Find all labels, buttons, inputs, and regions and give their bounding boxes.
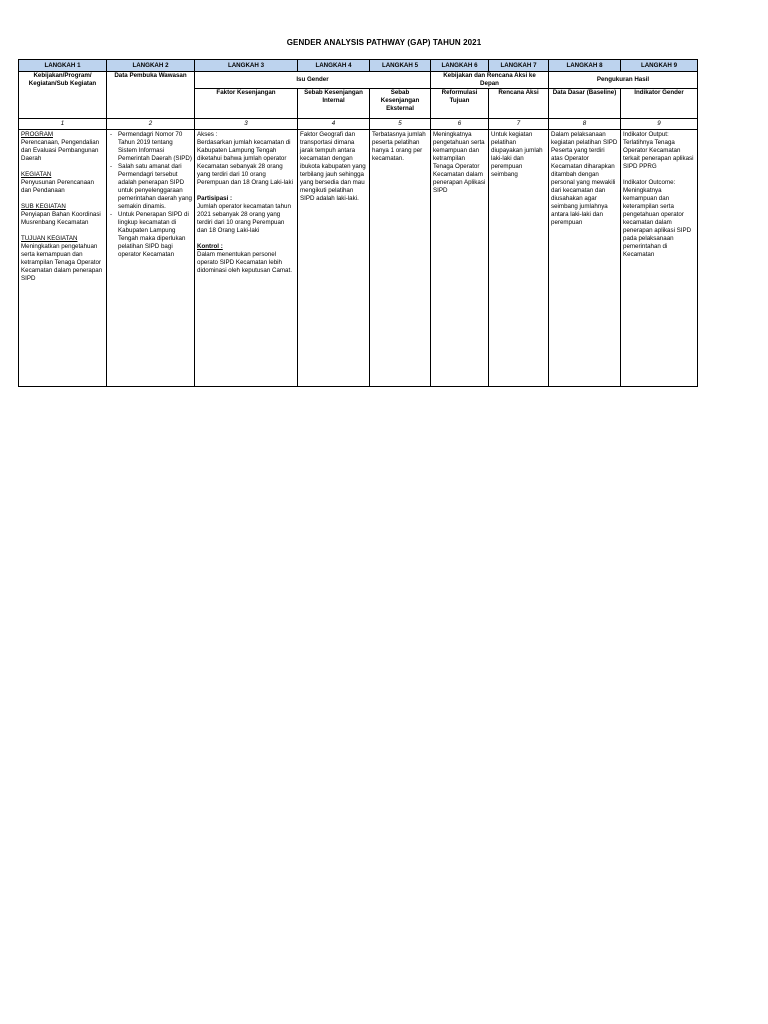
kegiatan-label: KEGIATAN: [21, 171, 52, 178]
partisipasi-label: Partisipasi :: [197, 195, 233, 202]
step-6: LANGKAH 6: [431, 60, 489, 72]
header-kebijakan-rencana: Kebijakan dan Rencana Aksi ke Depan: [431, 72, 549, 89]
cell-indikator: [621, 130, 698, 387]
indikator-output: Indikator Output: Terlatihnya Tenaga Operator Kecamatan terkait penerapan aplikasi SIPD PPRG: [623, 131, 694, 170]
step-5: LANGKAH 5: [370, 60, 431, 72]
cell-rencana-aksi: Untuk kegiatan pelatihan diupayakan jumlah laki-laki dan perempuan seimbang: [489, 130, 549, 387]
partisipasi-text: Jumlah operator kecamatan tahun 2021 sebanyak 28 orang yang terdiri dari 10 orang Perempuan dan 18 Orang Laki-laki: [197, 203, 291, 234]
tujuan-label: TUJUAN KEGIATAN: [21, 235, 78, 242]
program-text: Perencanaan, Pengendalian dan Evaluasi Pembangunan Daerah: [21, 139, 100, 162]
col-number: 3: [195, 119, 298, 130]
akses-text: Berdasarkan jumlah kecamatan di Kabupaten Lampung Tengah diketahui bahwa jumlah operator Kecamatan sebanyak 28 orang yang terdiri dari 10 orang Perempuan dan 18 Orang Laki-laki: [197, 139, 293, 186]
header-isu-gender: Isu Gender: [195, 72, 431, 89]
header-data-pembuka: Data Pembuka Wawasan: [107, 72, 195, 119]
program-label: PROGRAM: [21, 131, 53, 138]
akses-label: Akses :: [197, 131, 218, 138]
col-number: 8: [549, 119, 621, 130]
sub-kegiatan-label: SUB KEGIATAN: [21, 203, 66, 210]
header-data-dasar: Data Dasar (Baseline): [549, 89, 621, 119]
list-item: - Untuk Penerapan SIPD di lingkup kecamatan di Kabupaten Lampung Tengah maka diperlukan pelatihan SIPD bagi operator Kecamatan: [109, 211, 192, 259]
indikator-outcome: Indikator Outcome: Meningkatnya kemampuan dan keterampilan serta pengetahuan operator kecamatan dalam penerapan aplikasi SIPD pada pelaksanaan pemerintahan di Kecamatan: [623, 179, 692, 258]
col-number: 5: [370, 119, 431, 130]
col-number: 1: [19, 119, 107, 130]
col-number: 4: [298, 119, 370, 130]
cell-data-dasar: Dalam pelaksanaan kegiatan pelatihan SIPD Peserta yang terdiri atas Operator Kecamatan diharapkan ditambah dengan personal yang mewakili dari kecamatan dan diusahakan agar seimbang jumlahnya antara laki-laki dan perempuan: [549, 130, 621, 387]
step-1: LANGKAH 1: [19, 60, 107, 72]
document-title: GENDER ANALYSIS PATHWAY (GAP) TAHUN 2021: [286, 38, 482, 47]
col-number: 2: [107, 119, 195, 130]
kegiatan-text: Penyusunan Perencanaan dan Pendanaan: [21, 179, 94, 194]
cell-faktor: [195, 130, 298, 387]
step-8: LANGKAH 8: [549, 60, 621, 72]
list-item: - Salah satu amanat dari Permendagri tersebut adalah penerapan SIPD untuk penyelenggaraan pemerintahan daerah yang semakin dinamis.: [109, 163, 192, 211]
content-row: [19, 130, 698, 387]
header-sebab-internal: Sebab Kesenjangan Internal: [298, 89, 370, 119]
kontrol-text: Dalam menentukan personel operato SIPD Kecamatan lebih didominasi oleh keputusan Camat.: [197, 251, 292, 274]
cell-reformulasi: Meningkatnya pengetahuan serta kemampuan dan ketrampilan Tenaga Operator Kecamatan dalam penerapan Aplikasi SIPD: [431, 130, 489, 387]
kontrol-label: Kontrol :: [197, 243, 223, 250]
step-9: LANGKAH 9: [621, 60, 698, 72]
step-3: LANGKAH 3: [195, 60, 298, 72]
steps-row: [19, 60, 698, 72]
step-7: LANGKAH 7: [489, 60, 549, 72]
col-number: 9: [621, 119, 698, 130]
header-kebijakan: Kebijakan/Program/ Kegiatan/Sub Kegiatan: [19, 72, 107, 119]
step-2: LANGKAH 2: [107, 60, 195, 72]
col-number: 6: [431, 119, 489, 130]
list-item: - Permendagri Nomor 70 Tahun 2019 tentang Sistem Informasi Pemerintah Daerah (SIPD): [109, 131, 192, 163]
gap-table: [18, 59, 698, 387]
tujuan-text: Meningkatkan pengetahuan serta kemampuan dan ketrampilan Tenaga Operator Kecamatan dalam penerapan SIPD: [21, 243, 103, 282]
sub-kegiatan-text: Penyiapan Bahan Koordinasi Musrenbang Kecamatan: [21, 211, 101, 226]
header-reformulasi: Reformulasi Tujuan: [431, 89, 489, 119]
header-row-1: [19, 72, 698, 89]
cell-kebijakan: [19, 130, 107, 387]
header-faktor: Faktor Kesenjangan: [195, 89, 298, 119]
header-sebab-eksternal: Sebab Kesenjangan Eksternal: [370, 89, 431, 119]
header-indikator: Indikator Gender: [621, 89, 698, 119]
number-row: [19, 119, 698, 130]
col-number: 7: [489, 119, 549, 130]
step-4: LANGKAH 4: [298, 60, 370, 72]
cell-sebab-eksternal: Terbatasnya jumlah peserta pelatihan hanya 1 orang per kecamatan.: [370, 130, 431, 387]
header-pengukuran: Pengukuran Hasil: [549, 72, 698, 89]
data-pembuka-list: [109, 131, 192, 259]
cell-data-pembuka: [107, 130, 195, 387]
header-rencana-aksi: Rencana Aksi: [489, 89, 549, 119]
cell-sebab-internal: Faktor Geografi dan transportasi dimana jarak tempuh antara kecamatan dengan ibukota kabupaten yang terbilang jauh sehingga yang bersedia dan mau mengikuti pelatihan SIPD adalah laki-laki.: [298, 130, 370, 387]
